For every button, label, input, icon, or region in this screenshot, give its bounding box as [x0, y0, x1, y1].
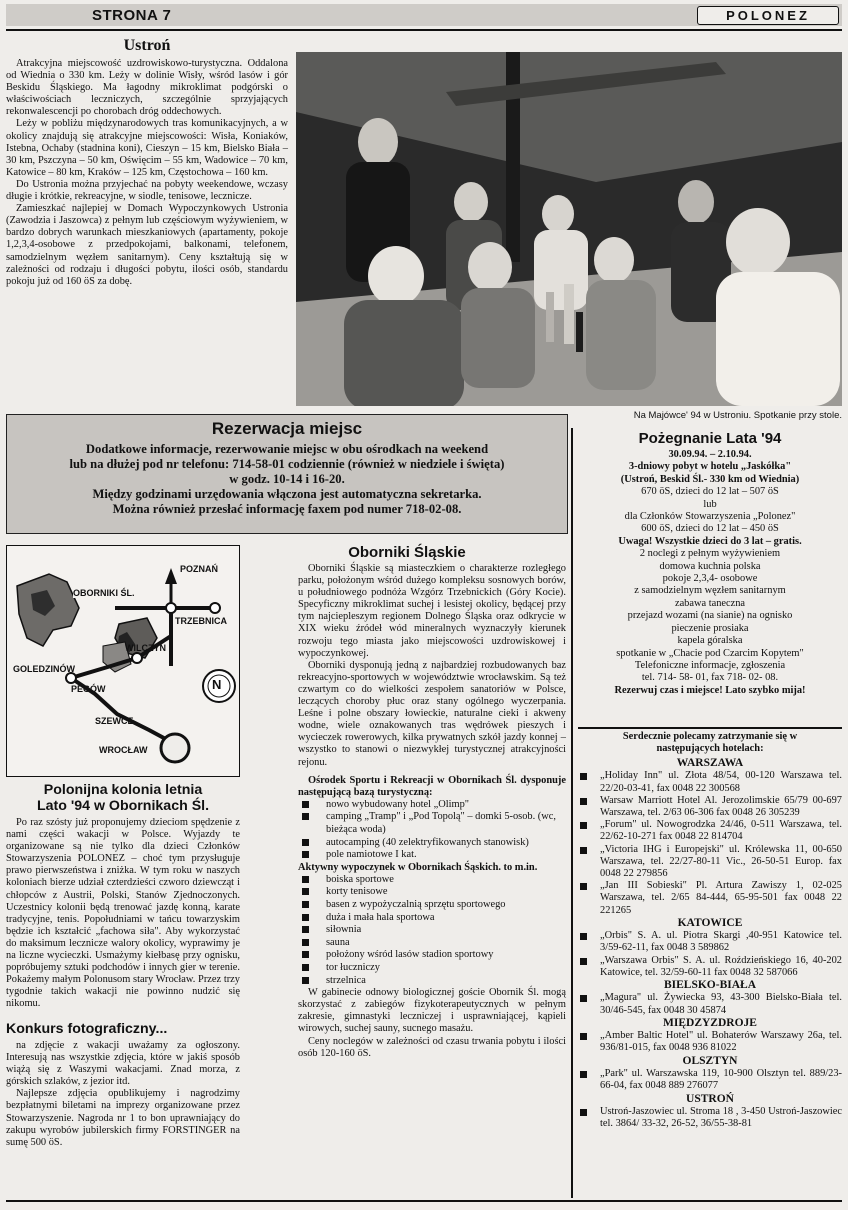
pozegnanie-line: 600 öS, dzieci do 12 lat – 450 öS	[641, 523, 779, 535]
photo-illustration	[296, 52, 842, 406]
map-label: TRZEBNICA	[175, 616, 227, 626]
map-label: PEGÓW	[71, 684, 106, 694]
hotel-city: MIĘDZYZDROJE	[663, 1016, 757, 1029]
map-label: OBORNIKI ŚL.	[73, 588, 135, 598]
kolonia-text: Po raz szósty już proponujemy dzieciom spędzenie z nami części wakacji w Polsce. Wyjazdy te organizowane są nie tylko dla dzieci Członków Stowarzyszenia POLONEZ – choć tym przysługuje prawo pierwszeństwa i zniżka. W tym roku w naszych koloniach bierze udział czterdzieści czworo dziewcząt i chłopców z Austrii, Polski, Stanów Zjednoczonych. Uczestnicy kolonii będą trenować jazdę konną, karate tradycyjne, tenis. Popołudniami w tańcu towarzyskim będzie ich kształcić „fachowa siła". Aby wykorzystać do maksimum lecznicze walory okolicy, wyprawimy je na liczne wycieczki. Usmażymy kiełbasę przy ognisku, popróbujemy sztuki podchodów i innych gier w terenie. Pokażemy małym Polonusom stary Wrocław. Przez trzy tygodnie takich wakacji nie powinno nudzić się nikomu.	[6, 817, 240, 1010]
hotel-entry: „Forum" ul. Nowogrodzka 24/46, 0-511 Warszawa, tel. 22/62-10-271 fax 0048 22 814704	[578, 819, 842, 843]
list-item: korty tenisowe	[298, 886, 566, 899]
ustron-paragraph: Zamieszkać najlepiej w Domach Wypoczynkowych Ustronia (Zawodzia i Jaszowca) z pełnym lub częściowym wyżywieniem, w bardzo dobrych warunkach mieszkaniowych (apartamenty, pokoje 1,2,3,4-osobowe z przedpokojami, balkonami, telefonem, samodzielnym węzłem sanitarnym). Ceny kształtują się w zależności od rodzaju i długości pobytu, ilości osób, standardu pokoju już od 160 öS za dobę.	[6, 203, 288, 287]
reservation-line: lub na dłużej pod nr telefonu: 714-58-01 codziennie (również w niedziele i święta)	[69, 457, 505, 471]
kolonia-title	[6, 782, 240, 814]
reservation-line: Można również przesłać informację faxem pod numer 718-02-08.	[112, 502, 462, 516]
list-item: autocamping (40 zelektryfikowanych stanowisk)	[298, 837, 566, 850]
header-rule	[6, 29, 842, 31]
pozegnanie-title: Pożegnanie Lata '94	[638, 430, 782, 447]
hotel-city: WARSZAWA	[676, 757, 744, 769]
map-label: SZEWCE	[95, 716, 134, 726]
polonez-logo: POLONEZ	[697, 6, 839, 25]
kolonia-title-line: Polonijna kolonia letnia	[43, 782, 203, 798]
pozegnanie-line: 3-dniowy pobyt w hotelu „Jaskółka"	[628, 461, 792, 473]
reservation-line: Dodatkowe informacje, rezerwowanie miejsc w obu ośrodkach na weekend	[85, 442, 489, 456]
pozegnanie-line: kapela góralska	[677, 635, 743, 647]
ustron-paragraph: Leży w pobliżu międzynarodowych tras komunikacyjnych, a w okolicy znajdują się atrakcyjne miejscowości: Wisła, Koniaków, Istebna, Ochaby (stadnina koni), Cieszyn – 15 km, Bielsko Biała – 30 km, Pszczyna – 50 km, Oświęcim – 55 km, Wadowice – 70 km, Katowice – 80 km, Kraków – 125 km, Częstochowa – 160 km.	[6, 118, 288, 178]
region-map	[7, 546, 238, 775]
pozegnanie-line: przejazd wozami (na sianie) na ognisko	[627, 610, 793, 622]
aktywny-heading: Aktywny wypoczynek w Obornikach Śąskich. to m.in.	[298, 861, 538, 873]
hotel-city: BIELSKO-BIAŁA	[663, 979, 757, 992]
pozegnanie-line: pokoje 2,3,4- osobowe	[662, 573, 758, 585]
list-item: tor łuczniczy	[298, 962, 566, 975]
pozegnanie-line: 670 öS, dzieci do 12 lat – 507 öS	[641, 486, 779, 498]
column-divider	[571, 428, 573, 1198]
hotels-intro: Serdecznie polecamy zatrzymanie się w następujących hotelach:	[622, 731, 798, 755]
pozegnanie-body	[578, 449, 842, 697]
pozegnanie-line: 30.09.94. – 2.10.94.	[668, 449, 752, 460]
pozegnanie-line: zabawa taneczna	[674, 597, 746, 609]
hotel-city: OLSZTYN	[682, 1054, 738, 1067]
reservation-box	[6, 414, 568, 534]
hotel-entry: „Warszawa Orbis" S. A. ul. Roździeńskiego 16, 40-202 Katowice, tel. 32/59-60-11 fax 0048 32 587066	[578, 955, 842, 979]
hotel-entry: „Victoria IHG i Europejski" ul. Królewska 11, 00-650 Warszawa, tel. 22/27-80-11 Vic., 26-50-51 Europ. fax 0048 22 279856	[578, 844, 842, 881]
map-box	[6, 545, 240, 777]
oborniki-closing: Ceny noclegów w zależności od czasu trwania pobytu i ilości osób 120-160 öS.	[298, 1035, 566, 1059]
map-label: POZNAŃ	[180, 564, 218, 574]
reservation-title: Rezerwacja miejsc	[211, 419, 363, 438]
hotel-entry: „Park" ul. Warszawska 119, 10-900 Olsztyn tel. 889/23-66-04, fax 0048 889 276077	[578, 1068, 842, 1092]
pozegnanie-line: dla Członków Stowarzyszenia „Polonez"	[624, 511, 796, 523]
aktywny-list	[298, 874, 566, 987]
list-item: pole namiotowe I kat.	[298, 849, 566, 862]
hotel-city: USTROŃ	[686, 1092, 734, 1105]
footer-rule	[6, 1200, 842, 1202]
map-label: WILCZYN	[125, 643, 166, 653]
page-label: STRONA 7	[92, 7, 172, 24]
pozegnanie-line: Uwaga! Wszystkie dzieci do 3 lat – gratis.	[618, 535, 802, 547]
oborniki-paragraph: Oborniki Śląskie są miasteczkiem o charakterze rozległego parku, położonym wśród dużego kompleksu sosnowych borów, u południowego podnóża Wzgórz Trzebnickich (Góry Kocie). Specyficzny mikroklimat suchej i lesistej okolicy, będącej przy tym najciepleszym regionem Dolnego Śląska oraz odkrycie w XIX wieku źródeł wód mineralnych wyznaczyły kierunek rozwoju tego miasta jako miejscowości uzdrowiskowej i wypoczynkowej.	[298, 563, 566, 659]
osrodek-list	[298, 799, 566, 862]
konkurs-paragraph: na zdjęcie z wakacji uważamy za ogłoszony. Interesują nas wszystkie zdjęcia, które w jakiś sposób wiążą się z Waszymi wakacjami. Znad morza, z górskich szlaków, z jezior itd.	[6, 1040, 240, 1088]
pozegnanie-line: domowa kuchnia polska	[659, 560, 761, 572]
hotel-entry: „Holiday Inn" ul. Złota 48/54, 00-120 Warszawa tel. 22/20-03-41, fax 0048 22 300568	[578, 770, 842, 794]
kolonia-title-line: Lato '94 w Obornikach Śl.	[36, 798, 210, 814]
list-item: strzelnica	[298, 975, 566, 988]
pozegnanie-line: lub	[703, 498, 717, 510]
oborniki-body	[298, 563, 566, 1060]
ustron-body	[6, 58, 288, 288]
list-item: położony wśród lasów stadion sportowy	[298, 949, 566, 962]
konkurs-paragraph: Najlepsze zdjęcia opublikujemy i nagrodzimy bezpłatnymi biletami na imprezy organizowane przez Stowarzyszenie. Nagroda nr 1 to bon uprawniający do zakupu wyrobów jubilerskich firmy FORSTINGER na sumę 500 öS.	[6, 1088, 240, 1148]
pozegnanie-line: tel. 714- 58- 01, fax 718- 02- 08.	[641, 672, 779, 684]
list-item: duża i mała hala sportowa	[298, 912, 566, 925]
list-item: sauna	[298, 937, 566, 950]
hotels-list	[578, 757, 842, 1130]
hotel-entry: „Jan III Sobieski" Pl. Artura Zawiszy 1, 02-025 Warszawa, tel. 2/65 84-444, 65-95-501 fax 0048 22 221265	[578, 880, 842, 917]
ustron-paragraph: Atrakcyjna miejscowość uzdrowiskowo-turystyczna. Oddalona od Wiednia o 330 km. Leży w dolinie Wisły, wśród lasów i gór Beskidu Śląskiego. Ma łagodny mikroklimat podgórski o właściwościach leczniczych, szczególnie sprzyjających rekonwalescencji po chorobach dróg oddechowych.	[6, 58, 288, 118]
map-label: GOLEDZINÓW	[13, 664, 75, 674]
pozegnanie-line: Rezerwuj czas i miejsce! Lato szybko mija!	[614, 684, 806, 696]
hotel-entry: „Orbis" S. A. ul. Piotra Skargi ,40-951 Katowice tel. 3/59-62-11, fax 0048 3 589862	[578, 930, 842, 954]
pozegnanie-line: spotkanie w „Chacie pod Czarcim Kopytem"	[616, 647, 804, 659]
list-item: siłownia	[298, 924, 566, 937]
reservation-line: w godz. 10-14 i 16-20.	[229, 472, 345, 486]
compass-north-icon: N	[212, 677, 222, 692]
list-item: camping „Tramp" i „Pod Topolą" – domki 5-osob. (wc, bieżąca woda)	[298, 811, 566, 836]
ustron-paragraph: Do Ustronia można przyjechać na pobyty weekendowe, wczasy długie i krótkie, rekreacyjne, w siodle, tenisowe, lecznicze.	[6, 178, 288, 203]
photo-caption: Na Majówce' 94 w Ustroniu. Spotkanie przy stole.	[633, 410, 842, 421]
list-item: boiska sportowe	[298, 874, 566, 887]
oborniki-closing: W gabinecie odnowy biologicznej goście Obornik Śl. mogą skorzystać z zabiegów fizykoterapeutycznych w pełnym zakresie, gimnastyki leczniczej i usprawniającej, kąpieli wirowych, suchej sauny, sucnego masażu.	[298, 987, 566, 1035]
section-rule	[578, 727, 842, 729]
pozegnanie-line: pieczenie prosiaka	[671, 622, 749, 634]
hotel-entry: „Magura" ul. Żywiecka 93, 43-300 Bielsko-Biała tel. 30/46-545, fax 0048 30 45874	[578, 992, 842, 1016]
osrodek-heading: Ośrodek Sportu i Rekreacji w Obornikach Śl. dysponuje następującą bazą turystyczną:	[298, 774, 566, 798]
oborniki-paragraph: Oborniki dysponują jedną z najbardziej rozbudowanych baz rekreacyjno-sportowych w województwie wrocławskim. Są też czwartym co do wielkości zespołem sanatoriów w Polsce, leczących choroby płuc oraz stany ogólnego wyczerpania. Leśne i polne obszary łowieckie, naturalne cieki i akweny wodne, wiele oznakowanych tras wędrówek pieszych i wycieczek rowerowych, kilka prywatnych szkół jazdy konnej – wszystko to stanowi o niezwykłej turystycznej atrakcyjności rejonu.	[298, 659, 566, 768]
reservation-line: Między godzinami urzędowania włączona jest automatyczna sekretarka.	[92, 487, 482, 501]
pozegnanie-line: z samodzielnym węzłem sanitarnym	[634, 585, 786, 597]
list-item: nowo wybudowany hotel „Olimp"	[298, 799, 566, 812]
konkurs-body	[6, 1040, 240, 1149]
group-photo	[296, 52, 842, 406]
hotel-entry: Ustroń-Jaszowiec ul. Stroma 18 , 3-450 Ustroń-Jaszowiec tel. 3864/ 33-32, 26-52, 36/55-38-81	[578, 1106, 842, 1130]
oborniki-title: Oborniki Śląskie	[348, 544, 466, 561]
list-item: basen z wypożyczalnią sprzętu sportowego	[298, 899, 566, 912]
hotel-entry: Warsaw Marriott Hotel Al. Jerozolimskie 65/79 00-697 Warszawa, tel. 2/63 06-306 fax 0048 26 305239	[578, 795, 842, 819]
konkurs-title: Konkurs fotograficzny...	[6, 1021, 168, 1037]
hotel-entry: „Amber Baltic Hotel" ul. Bohaterów Warszawy 26a, tel. 936/81-015, fax 0048 936 81022	[578, 1030, 842, 1054]
pozegnanie-line: Telefoniczne informacje, zgłoszenia	[634, 659, 786, 671]
ustron-title: Ustroń	[123, 37, 171, 54]
hotel-city: KATOWICE	[677, 916, 743, 929]
pozegnanie-line: (Ustroń, Beskid Śl.- 330 km od Wiednia)	[620, 473, 800, 485]
map-label: WROCŁAW	[99, 745, 148, 755]
pozegnanie-line: 2 noclegi z pełnym wyżywieniem	[639, 548, 781, 560]
